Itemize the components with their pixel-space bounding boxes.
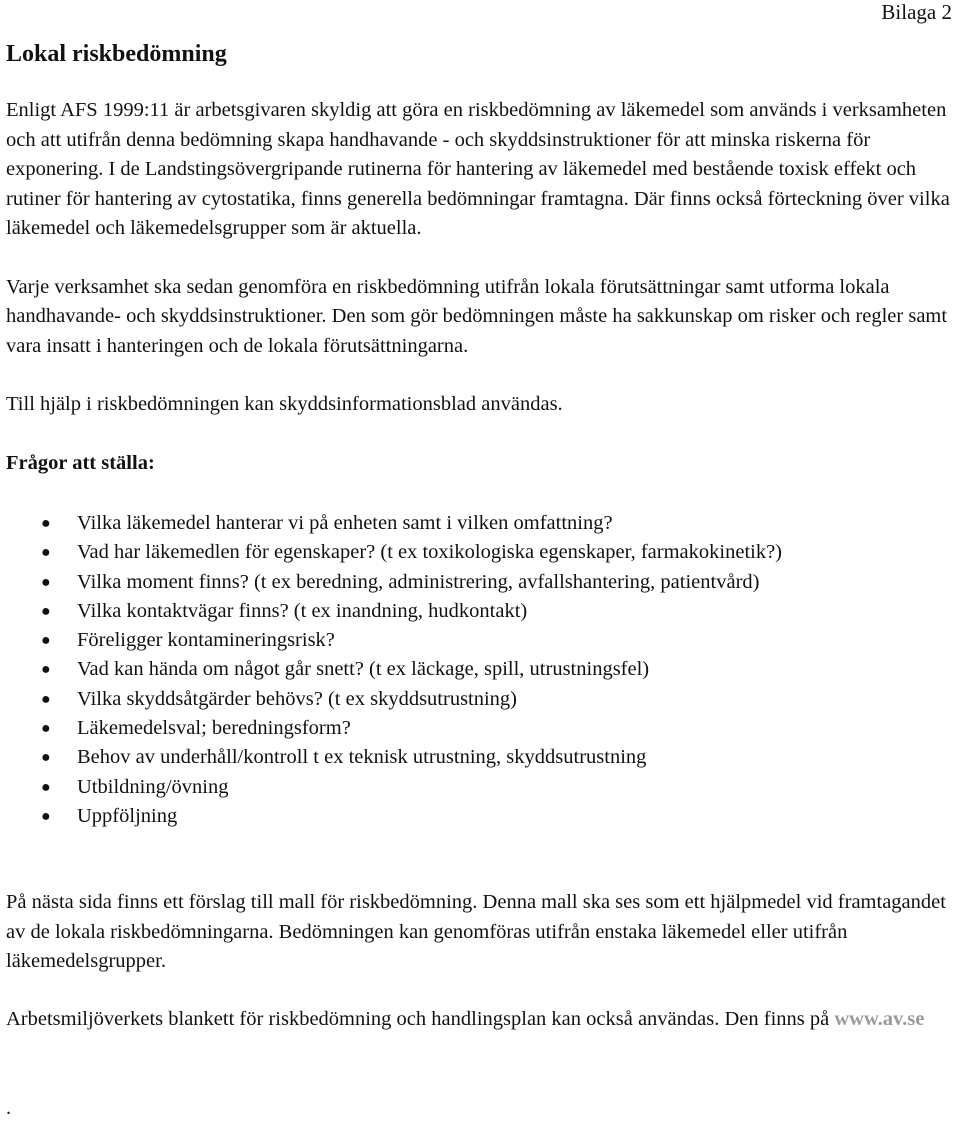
questions-heading: Frågor att ställa: [6,451,155,474]
bullet-icon: ● [41,515,51,532]
list-item-text: Utbildning/övning [77,775,229,798]
list-item-text: Vilka kontaktvägar finns? (t ex inandning, hudkontakt) [77,599,528,622]
list-item-text: Läkemedelsval; beredningsform? [77,717,351,740]
list-item-text: Vilka moment finns? (t ex beredning, administrering, avfallshantering, patientvård) [77,570,760,593]
list-item-text: Vilka läkemedel hanterar vi på enheten samt i vilken omfattning? [77,512,613,534]
bullet-icon: ● [41,778,51,796]
av-form-paragraph [6,1005,954,1035]
bullet-icon: ● [41,632,51,650]
template-paragraph: På nästa sida finns ett förslag till mall för riskbedömning. Denna mall ska ses som ett hjälpmedel vid framtagandet av de lokala riskbedömningarna. Bedömningen kan genomföras utifrån enstaka läkemedel eller utifrån läkemedelsgrupper. [6,891,946,973]
bullet-icon: ● [41,749,51,767]
list-item [6,743,954,772]
appendix-label: Bilaga 2 [881,0,952,24]
list-item [6,773,954,802]
bullet-icon: ● [41,602,51,620]
bullet-icon: ● [41,720,51,738]
bullet-icon: ● [41,690,51,708]
questions-list [6,509,954,831]
bullet-icon: ● [41,661,51,679]
list-item [6,597,954,626]
bullet-icon: ● [41,807,51,825]
page-title: Lokal riskbedömning [6,41,227,67]
bullet-icon: ● [41,573,51,591]
list-item [6,655,954,684]
list-item [6,685,954,714]
safety-data-sheet-paragraph: Till hjälp i riskbedömningen kan skyddsinformationsblad användas. [6,393,563,415]
list-item-text: Föreligger kontamineringsrisk? [77,629,335,652]
list-item [6,714,954,743]
list-item [6,568,954,597]
list-item-text: Vad har läkemedlen för egenskaper? (t ex toxikologiska egenskaper, farmakokinetik?) [77,541,783,564]
av-form-text: Arbetsmiljöverkets blankett för riskbedömning och handlingsplan kan också användas. Den finns på [6,1007,830,1030]
intro-paragraph: Enligt AFS 1999:11 är arbetsgivaren skyldig att göra en riskbedömning av läkemedel som används i verksamheten och att utifrån denna bedömning skapa handhavande - och skyddsinstruktioner för att minska riskerna för exponering. I de Landstingsövergripande rutinerna för hantering av läkemedel med bestående toxisk effekt och rutiner för hantering av cytostatika, finns generella bedömningar framtagna. Där finns också förteckning över vilka läkemedel och läkemedelsgrupper som är aktuella. [6,99,950,239]
list-item-text: Behov av underhåll/kontroll t ex teknisk utrustning, skyddsutrustning [77,746,647,769]
list-item [6,538,954,567]
list-item-text: Vad kan hända om något går snett? (t ex läckage, spill, utrustningsfel) [77,658,650,681]
trailing-mark: . [6,1097,11,1119]
list-item [6,509,954,538]
list-item [6,802,954,831]
list-item-text: Vilka skyddsåtgärder behövs? (t ex skyddsutrustning) [77,687,518,710]
list-item-text: Uppföljning [77,804,178,827]
procedure-paragraph: Varje verksamhet ska sedan genomföra en riskbedömning utifrån lokala förutsättningar samt utforma lokala handhavande- och skyddsinstruktioner. Den som gör bedömningen måste ha sakkunskap om risker och regler samt vara insatt i hanteringen och de lokala förutsättningarna. [6,275,948,357]
document-body [6,96,954,1034]
list-item [6,626,954,655]
bullet-icon: ● [41,544,51,562]
av-website-link[interactable]: www.av.se [834,1007,925,1030]
